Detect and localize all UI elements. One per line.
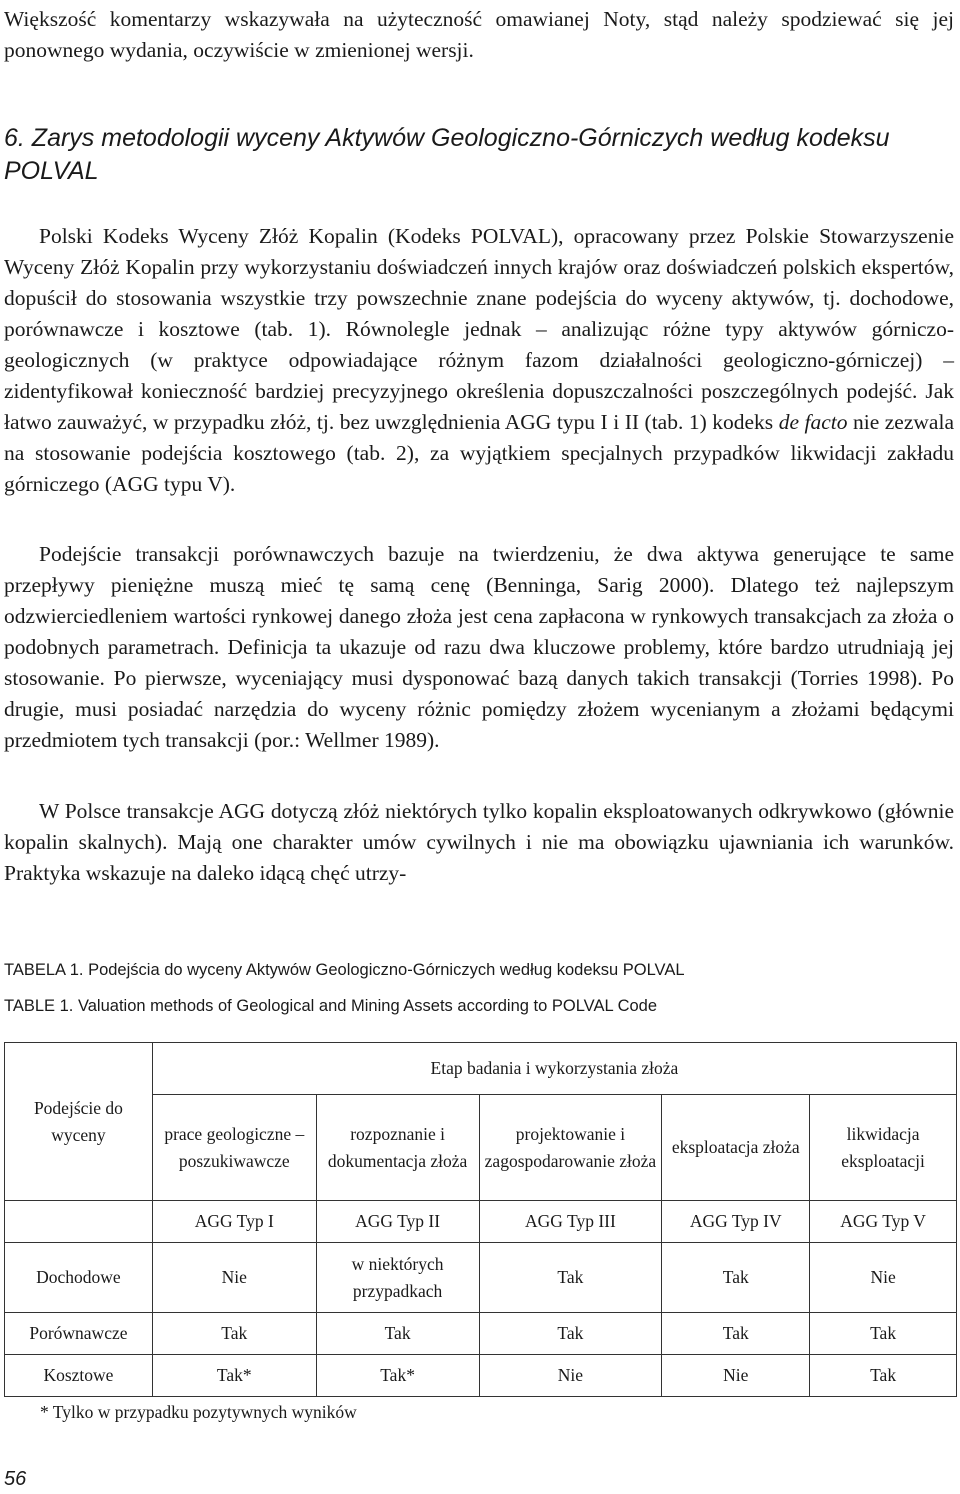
approach-cell: Porównawcze: [5, 1313, 153, 1355]
body-paragraph-1-text-b: nie zezwala na stosowanie podejścia kosztowego (tab. 2), za wyjątkiem specjalnych przypadków likwidacji zakładu górniczego (AGG typu V).: [4, 410, 954, 496]
intro-paragraph: Większość komentarzy wskazywała na użyteczność omawianej Noty, stąd należy spodziewać się jej ponownego wydania, oczywiście w zmienionej wersji.: [4, 7, 954, 62]
stage-cell: projektowanie i zagospodarowanie złoża: [479, 1095, 662, 1201]
value-cell: Tak: [662, 1243, 810, 1313]
value-cell: Tak: [316, 1313, 479, 1355]
value-cell: Nie: [662, 1355, 810, 1397]
type-cell: AGG Typ IV: [662, 1201, 810, 1243]
value-cell: w niektórych przypadkach: [316, 1243, 479, 1313]
value-cell: Nie: [479, 1355, 662, 1397]
value-cell: Tak: [810, 1355, 957, 1397]
value-cell: Tak: [479, 1313, 662, 1355]
body-paragraph-2: Podejście transakcji porównawczych bazuje na twierdzeniu, że dwa aktywa generujące te same przepływy pieniężne muszą mieć tę samą cenę (Benninga, Sarig 2000). Dlatego też najlepszym odzwierciedleniem wartości rynkowej danego złoża jest cena zapłacona w rynkowych transakcjach za złoża o podobnych parametrach. Definicja ta ukazuje od razu dwa kluczowe problemy, które bardzo utrudniają jej stosowanie. Po pierwsze, wyceniający musi dysponować bazą danych takich transakcji (Torries 1998). Po drugie, musi posiadać narzędzia do wyceny różnic pomiędzy złożem wycenianym a złożami będącymi przedmiotem tych transakcji (por.: Wellmer 1989).: [4, 542, 954, 752]
table-caption-en: TABLE 1. Valuation methods of Geological and Mining Assets according to POLVAL Code: [4, 997, 658, 1015]
type-cell: AGG Typ III: [479, 1201, 662, 1243]
value-cell: Tak: [479, 1243, 662, 1313]
stage-group-header: Etap badania i wykorzystania złoża: [152, 1043, 956, 1095]
empty-cell: [5, 1201, 153, 1243]
body-paragraph-1-text-a: Polski Kodeks Wyceny Złóż Kopalin (Kodeks POLVAL), opracowany przez Polskie Stowarzyszenie Wyceny Złóż Kopalin przy wykorzystaniu doświadczeń innych krajów oraz doświadczeń polskich ekspertów, dopuścił do stosowania wszystkie trzy powszechnie znane podejścia do wyceny aktywów, tj. dochodowe, porównawcze i kosztowe (tab. 1). Równolegle jednak – analizując różne typy aktywów górniczo-geologicznych (w praktyce odpowiadające różnym fazom działalności geologiczno-górniczej) – zidentyfikował konieczność bardziej precyzyjnego określenia dopuszczalności poszczególnych podejść. Jak łatwo zauważyć, w przypadku złóż, tj. bez uwzględnienia AGG typu I i II (tab. 1) kodeks: [4, 224, 954, 434]
body-paragraph-1-italic: de facto: [778, 410, 848, 434]
table-caption-pl: TABELA 1. Podejścia do wyceny Aktywów Geologiczno-Górniczych według kodeksu POLVAL: [4, 961, 685, 979]
approach-cell: Kosztowe: [5, 1355, 153, 1397]
page-number: 56: [4, 1468, 27, 1490]
value-cell: Tak*: [316, 1355, 479, 1397]
approach-cell: Dochodowe: [5, 1243, 153, 1313]
value-cell: Nie: [152, 1243, 316, 1313]
stage-cell: eksploatacja złoża: [662, 1095, 810, 1201]
section-heading: 6. Zarys metodologii wyceny Aktywów Geologiczno-Górniczych według kodeksu POLVAL: [4, 124, 890, 185]
table-header-row: [5, 1043, 957, 1095]
stage-cell: rozpoznanie i dokumentacja złoża: [316, 1095, 479, 1201]
row-header-label: Podejście do wyceny: [5, 1043, 153, 1201]
stage-cell: prace geologiczne – poszukiwawcze: [152, 1095, 316, 1201]
value-cell: Tak: [810, 1313, 957, 1355]
table-row: [5, 1243, 957, 1313]
value-cell: Nie: [810, 1243, 957, 1313]
types-row: [5, 1201, 957, 1243]
body-paragraph-3: W Polsce transakcje AGG dotyczą złóż niektórych tylko kopalin eksploatowanych odkrywkowo (głównie kopalin skalnych). Mają one charakter umów cywilnych i nie ma obowiązku ujawniania ich warunków. Praktyka wskazuje na daleko idącą chęć utrzy-: [4, 799, 954, 885]
type-cell: AGG Typ I: [152, 1201, 316, 1243]
body-paragraph-1: [4, 221, 954, 500]
value-cell: Tak: [662, 1313, 810, 1355]
stage-cell: likwidacja eksploatacji: [810, 1095, 957, 1201]
table-row: [5, 1355, 957, 1397]
table-footnote: * Tylko w przypadku pozytywnych wyników: [40, 1402, 357, 1422]
type-cell: AGG Typ V: [810, 1201, 957, 1243]
valuation-table: [4, 1042, 957, 1397]
type-cell: AGG Typ II: [316, 1201, 479, 1243]
table-row: [5, 1313, 957, 1355]
value-cell: Tak*: [152, 1355, 316, 1397]
value-cell: Tak: [152, 1313, 316, 1355]
